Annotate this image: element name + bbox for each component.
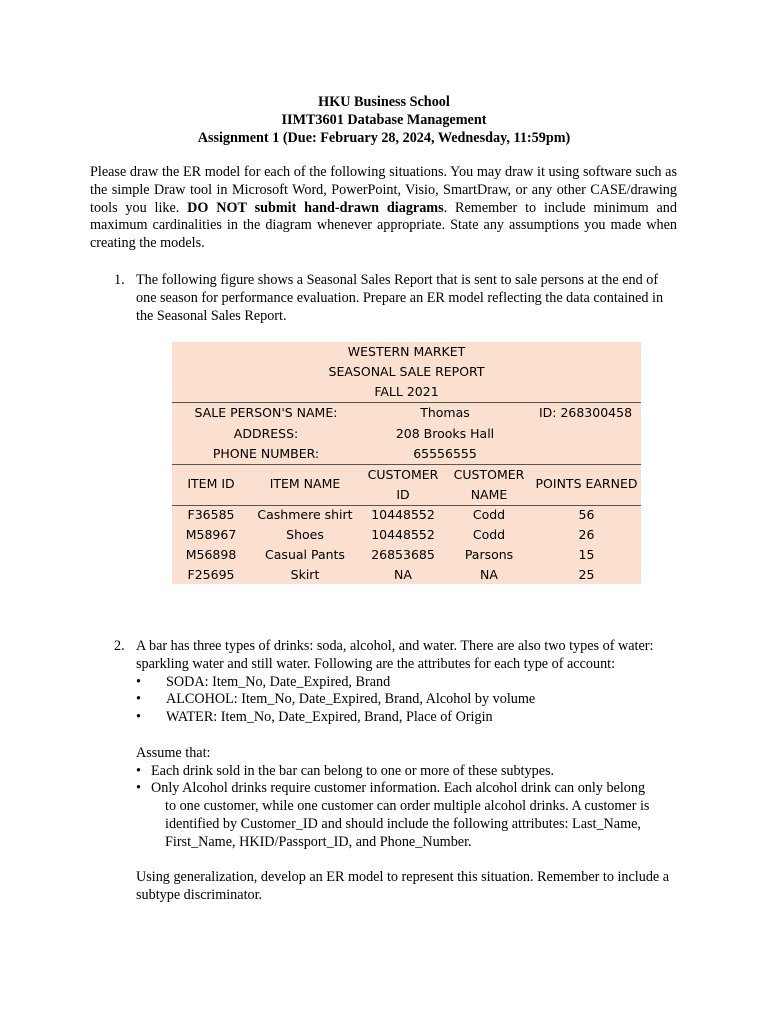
intro-paragraph [90, 164, 677, 253]
item-name-cell: Cashmere shirt [257, 507, 353, 522]
bullet-icon: • [136, 673, 141, 690]
bullet-icon: • [136, 780, 141, 797]
report-title-company: WESTERN MARKET [347, 344, 466, 359]
item-name-cell: Skirt [290, 567, 320, 582]
customer-name-cell: NA [480, 567, 498, 582]
table-row [172, 525, 641, 545]
report-phone-row [172, 444, 641, 464]
col-customer-name-line2: NAME [470, 487, 508, 502]
report-title-row-2 [172, 362, 641, 382]
report-title-name: SEASONAL SALE REPORT [328, 364, 485, 379]
assume-heading: Assume that: [136, 744, 211, 761]
table-row [172, 565, 641, 585]
intro-bold-warning: DO NOT submit hand-drawn diagrams [187, 199, 444, 216]
question-2 [90, 638, 680, 905]
points-cell: 26 [578, 527, 595, 542]
col-customer-name-line1: CUSTOMER [453, 467, 525, 482]
table-row [172, 505, 641, 525]
item-name-cell: Casual Pants [265, 547, 345, 562]
intro-text-1: Please draw the ER model for each of the following situations. You may draw it using software such as the simple Draw tool in Microsoft Word, PowerPoint, Visio, SmartDraw, or any other CASE/drawing tools you like. [90, 164, 677, 216]
customer-id-cell: 26853685 [371, 547, 435, 562]
address-value: 208 Brooks Hall [395, 426, 495, 441]
item-name-cell: Shoes [286, 527, 324, 542]
item-id-cell: M56898 [185, 547, 237, 562]
sale-person-name-label: SALE PERSON'S NAME: [194, 405, 338, 420]
column-header-row-2 [172, 485, 641, 505]
col-item-name: ITEM NAME [269, 476, 341, 491]
bullet-icon: • [136, 762, 141, 779]
customer-name-cell: Codd [472, 527, 506, 542]
question-1-number: 1. [114, 272, 125, 288]
report-name-row [172, 403, 641, 423]
bullet-icon: • [136, 709, 141, 726]
assumption-1: Each drink sold in the bar can belong to one or more of these subtypes. [151, 762, 555, 779]
question-1 [90, 272, 680, 325]
school-name: HKU Business School [318, 94, 450, 110]
attribute-list [136, 674, 680, 727]
assumption-list [136, 763, 680, 852]
customer-name-cell: Parsons [464, 547, 514, 562]
item-id-cell: F36585 [187, 507, 235, 522]
list-item [136, 780, 680, 851]
phone-label: PHONE NUMBER: [212, 446, 320, 461]
sale-person-name-value: Thomas [420, 405, 470, 420]
spacer [136, 852, 680, 870]
report-title-season: FALL 2021 [374, 384, 439, 399]
phone-value: 65556555 [413, 446, 477, 461]
question-2-body [136, 638, 680, 905]
course-title: IIMT3601 Database Management [281, 112, 487, 128]
address-label: ADDRESS: [233, 426, 299, 441]
customer-id-cell: NA [394, 567, 412, 582]
closing-instruction: Using generalization, develop an ER model to represent this situation. Remember to include a subtype discriminator. [136, 869, 670, 904]
bullet-icon: • [136, 691, 141, 708]
col-points-earned: POINTS EARNED [535, 476, 638, 491]
points-cell: 56 [578, 507, 595, 522]
table-row [172, 545, 641, 565]
attribute-soda: SODA: Item_No, Date_Expired, Brand [166, 673, 391, 690]
customer-name-cell: Codd [472, 507, 506, 522]
col-customer-id-line1: CUSTOMER [367, 467, 439, 482]
customer-id-cell: 10448552 [371, 507, 435, 522]
assumption-2-first-line: Only Alcohol drinks require customer information. Each alcohol drink can only belong [151, 780, 646, 797]
item-id-cell: F25695 [187, 567, 235, 582]
list-item [136, 674, 680, 692]
customer-id-cell: 10448552 [371, 527, 435, 542]
attribute-alcohol: ALCOHOL: Item_No, Date_Expired, Brand, Alcohol by volume [166, 691, 536, 708]
attribute-water: WATER: Item_No, Date_Expired, Brand, Place of Origin [166, 709, 493, 726]
list-item [136, 709, 680, 727]
points-cell: 15 [578, 547, 595, 562]
seasonal-sales-report-table [172, 342, 641, 584]
question-2-text: A bar has three types of drinks: soda, alcohol, and water. There are also two types of water: sparkling water and still water. Following are the attributes for each type of account: [136, 638, 654, 672]
report-title-row-1 [172, 342, 641, 362]
col-item-id: ITEM ID [187, 476, 235, 491]
intro-text-2: . Remember to include minimum and maximum cardinalities in the diagram whenever appropriate. State any assumptions you made when creating the models. [90, 199, 677, 252]
assumption-2-continued: to one customer, while one customer can order multiple alcohol drinks. A customer is identified by Customer_ID and should include the following attributes: Last_Name, First_Name, HKID/Passport_ID, and Phone_Number. [165, 798, 650, 850]
list-item [136, 691, 680, 709]
report-address-row [172, 424, 641, 444]
question-2-number: 2. [114, 638, 125, 654]
document-header [0, 93, 768, 147]
points-cell: 25 [578, 567, 595, 582]
spacer [136, 727, 680, 745]
list-item [136, 763, 680, 781]
item-id-cell: M58967 [185, 527, 237, 542]
question-1-text: The following figure shows a Seasonal Sales Report that is sent to sale persons at the end of one season for performance evaluation. Prepare an ER model reflecting the data contained in the Seasonal Sales Report. [136, 272, 664, 324]
assignment-title: Assignment 1 (Due: February 28, 2024, Wednesday, 11:59pm) [197, 130, 571, 146]
report-title-row-3 [172, 382, 641, 402]
col-customer-id-line2: ID [396, 487, 410, 502]
sale-person-id: ID: 268300458 [538, 405, 633, 420]
